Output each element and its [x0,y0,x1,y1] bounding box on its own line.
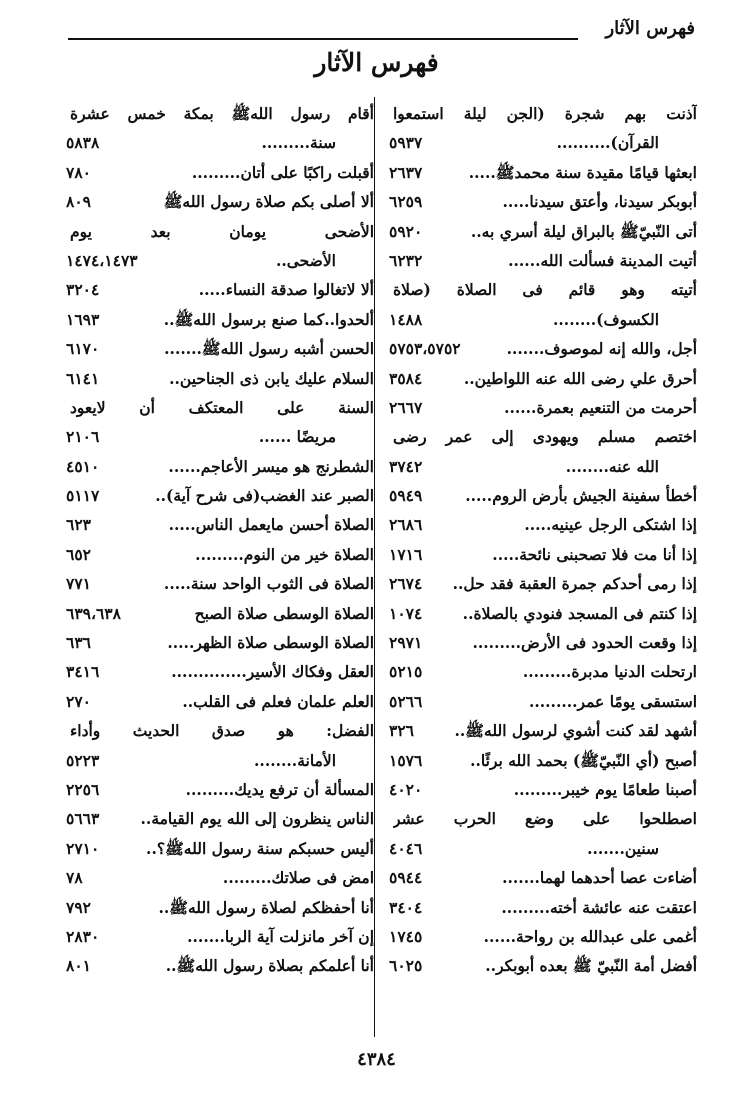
entry-reference-number: ٣٢٠٤ [66,280,100,300]
index-entry-line [66,599,374,628]
index-entry-line [66,804,374,833]
index-entry-line [389,951,697,980]
index-entry-line [66,951,374,980]
entry-text: الفضل: هو صدق الحديث وأداء [70,721,374,741]
entry-text: إذا اشتكى الرجل عينيه..... [524,515,697,535]
index-entry-line [66,305,374,334]
entry-reference-number: ٢١٠٦ [66,427,100,447]
entry-reference-number: ٥٦٦٣ [66,809,100,829]
index-entry-line [389,275,697,304]
index-entry-line [389,775,697,804]
entry-text: الصبر عند الغضب(فى شرح آية).. [155,486,374,506]
index-entry-line [389,217,697,246]
entry-reference-number: ٤٥١٠ [66,456,100,476]
index-entry-line [389,187,697,216]
index-entry-line [389,510,697,539]
entry-reference-number: ٨٠١ [66,956,91,976]
running-head: فهرس الآثار [605,18,695,39]
entry-reference-number: ٥٢٢٣ [66,750,100,770]
entry-text: العقل وفكاك الأسير.............. [171,662,374,682]
index-entry-line [66,834,374,863]
entry-text: استسقى يومًا عمر......... [528,691,697,711]
entry-reference-number: ٦٢٣٢ [389,250,423,270]
entry-text: مريضًا ...... [258,427,336,447]
index-entry-line [389,422,697,451]
entry-text: ألا أصلى بكم صلاة رسول اللهﷺ [163,192,374,212]
entry-text: الصلاة الوسطى صلاة الصبح [194,603,374,623]
entry-reference-number: ٦٢٥٩ [389,192,423,212]
entry-reference-number: ٥٩٤٩ [389,486,423,506]
entry-text: العلم علمان فعلم فى القلب.. [182,691,374,711]
index-entry-line [389,128,697,157]
index-entry-line [66,922,374,951]
entry-text: أجل، والله إنه لموصوف....... [506,339,697,359]
index-entry-line [389,334,697,363]
index-entry-line [66,393,374,422]
index-entry-line [389,687,697,716]
entry-reference-number [66,217,70,246]
entry-text: أتيت المدينة فسألت الله...... [508,250,697,270]
index-entry-line [389,364,697,393]
entry-reference-number: ٨٠٩ [66,192,91,212]
page-number: ٤٣٨٤ [357,1049,396,1070]
entry-text: الصلاة الوسطى صلاة الظهر..... [167,633,374,653]
entry-reference-number [389,422,393,451]
index-entry-line [389,393,697,422]
entry-text: أحرق علي رضى الله عنه اللواطين.. [463,368,697,388]
entry-reference-number: ٧٨٠ [66,162,91,182]
entry-text: الأضحى يومان بعد يوم [70,221,374,241]
index-entry-line [389,893,697,922]
entry-reference-number: ٧٧١ [66,574,91,594]
index-entry-line [66,364,374,393]
entry-text: إذا وقعت الحدود فى الأرض......... [472,633,697,653]
entry-text: أبوبكر سيدنا، وأعتق سيدنا..... [502,192,697,212]
entry-text: أنا أحفظكم لصلاة رسول اللهﷺ.. [158,897,374,917]
index-entry-line [389,305,697,334]
entry-text: أصبنا طعامًا يوم خيبر......... [513,779,697,799]
entry-reference-number: ٣٥٨٤ [389,368,423,388]
entry-reference-number: ٦٣٩،٦٣٨ [66,603,121,623]
entry-text: أقبلت راكبًا على أتان......... [191,162,374,182]
index-entry-line [389,628,697,657]
entry-reference-number: ٥٧٥٣،٥٧٥٢ [389,339,461,359]
index-entry-line [66,716,374,745]
entry-text: امض فى صلاتك......... [222,868,374,888]
entry-reference-number: ٦٣٦ [66,633,91,653]
index-entry-line [389,540,697,569]
entry-text: أنا أعلمكم بصلاة رسول اللهﷺ.. [165,956,374,976]
entry-reference-number: ٦٥٢ [66,544,91,564]
entry-reference-number: ٧٩٢ [66,897,91,917]
entry-text: الصلاة فى الثوب الواحد سنة..... [163,574,374,594]
index-entry-line [66,187,374,216]
entry-reference-number: ٥٩٢٠ [389,221,423,241]
index-entry-line [389,863,697,892]
index-entry-line [66,99,374,128]
entry-text: أتيته وهو قائم فى الصلاة (صلاة [393,280,697,300]
column-divider [374,97,375,1037]
index-entry-line [66,275,374,304]
index-entry-line [389,804,697,833]
entry-text: آذنت بهم شجرة (الجن ليلة استمعوا [393,104,697,123]
index-entry-line [66,128,374,157]
entry-text: أليس حسبكم سنة رسول اللهﷺ؟.. [146,838,374,858]
entry-reference-number: ٣٧٤٢ [389,456,423,476]
right-column [389,99,697,981]
index-entry-line [389,569,697,598]
entry-reference-number: ٦٢٣ [66,515,91,535]
entry-text: إذا كنتم فى المسجد فنودي بالصلاة.. [462,603,697,623]
entry-reference-number [66,99,70,128]
index-entry-line [66,746,374,775]
index-entry-line [389,481,697,510]
entry-text: ألحدوا..كما صنع برسول اللهﷺ.. [163,309,374,329]
entry-text: إن آخر مانزلت آية الربا....... [187,926,374,946]
entry-reference-number: ٤٠٤٦ [389,838,423,858]
entry-text: أفضل أمة النّبيّ ﷺ بعده أبوبكر.. [485,956,697,976]
entry-reference-number: ٢٩٧١ [389,633,423,653]
entry-text: السنة على المعتكف أن لايعود [70,397,374,417]
entry-reference-number: ٥٩٤٤ [389,868,423,888]
entry-text: أضاءت عصا أحدهما لهما....... [502,868,697,888]
index-entry-line [66,540,374,569]
entry-text: أتى النّبيّﷺ بالبراق ليلة أسري به.. [470,221,697,241]
entry-reference-number: ١٤٧٤،١٤٧٣ [66,250,138,270]
entry-text: الصلاة أحسن مايعمل الناس..... [168,515,374,535]
entry-reference-number: ٦١٤١ [66,368,100,388]
index-entry-line [66,510,374,539]
index-entry-line [66,687,374,716]
entry-text: سنين....... [587,838,659,858]
left-column [66,99,374,981]
index-entry-line [389,452,697,481]
index-entry-line [389,716,697,745]
index-entry-line [66,452,374,481]
entry-reference-number [66,716,70,745]
entry-reference-number [389,99,393,128]
entry-text: المسألة أن ترفع يديك......... [185,779,374,799]
index-entry-line [66,158,374,187]
entry-reference-number: ٢٧١٠ [66,838,100,858]
entry-text: إذا أنا مت فلا تصحبنى نائحة..... [492,544,697,564]
index-entry-line [66,569,374,598]
entry-reference-number: ٥٢١٥ [389,662,423,682]
entry-text: أشهد لقد كنت أشوي لرسول اللهﷺ.. [454,721,697,741]
index-entry-line [66,775,374,804]
entry-reference-number: ٢٦٨٦ [389,515,423,535]
entry-reference-number: ٥٨٣٨ [66,133,100,153]
entry-reference-number: ٣٢٦ [389,721,414,741]
entry-reference-number [389,275,393,304]
index-entry-line [66,893,374,922]
entry-reference-number: ٣٤٠٤ [389,897,423,917]
entry-reference-number: ١٤٨٨ [389,309,423,329]
index-entry-line [389,99,697,128]
entry-text: الشطرنج هو ميسر الأعاجم...... [168,456,374,476]
entry-text: ابعثها قيامًا مقيدة سنة محمدﷺ..... [468,162,697,182]
header-rule [68,38,578,40]
entry-text: الكسوف)........ [553,309,659,329]
entry-text: سنة......... [261,133,336,153]
entry-reference-number [66,393,70,422]
entry-reference-number: ٢٢٥٦ [66,779,100,799]
entry-text: اختصم مسلم ويهودى إلى عمر رضى [393,427,697,447]
entry-reference-number: ٢٦٧٤ [389,574,423,594]
index-entry-line [66,334,374,363]
entry-reference-number: ١٠٧٤ [389,603,423,623]
entry-text: أصبح (أي النّبيّﷺ) بحمد الله برئًا.. [470,750,697,770]
entry-text: الأضحى.. [275,250,336,270]
entry-text: القرآن).......... [556,133,659,153]
index-entry-line [389,158,697,187]
index-entry-line [66,422,374,451]
index-entry-line [66,657,374,686]
entry-reference-number: ١٧١٦ [389,544,423,564]
index-entry-line [389,599,697,628]
entry-reference-number: ٧٨ [66,868,83,888]
entry-reference-number: ٥١١٧ [66,486,100,506]
entry-reference-number: ٢٦٦٧ [389,397,423,417]
entry-text: الحسن أشبه رسول اللهﷺ....... [164,339,374,359]
index-entry-line [389,246,697,275]
index-entry-line [66,246,374,275]
entry-text: أخطأ سفينة الجيش بأرض الروم..... [465,486,697,506]
index-entry-line [66,481,374,510]
index-entry-line [66,217,374,246]
entry-text: الله عنه........ [565,456,659,476]
entry-text: ألا لاتغالوا صدقة النساء..... [198,280,374,300]
entry-reference-number: ٤٠٢٠ [389,779,423,799]
index-entry-line [66,863,374,892]
entry-reference-number: ٦٠٢٥ [389,956,423,976]
entry-reference-number [389,804,393,833]
entry-reference-number: ٢٨٣٠ [66,926,100,946]
entry-reference-number: ٢٧٠ [66,691,91,711]
entry-text: اصطلحوا على وضع الحرب عشر [393,809,697,829]
entry-reference-number: ١٥٧٦ [389,750,423,770]
entry-text: الصلاة خير من النوم......... [195,544,374,564]
entry-text: الناس ينظرون إلى الله يوم القيامة.. [140,809,374,829]
entry-reference-number: ١٦٩٣ [66,309,100,329]
entry-reference-number: ٦١٧٠ [66,339,100,359]
entry-reference-number: ١٧٤٥ [389,926,423,946]
entry-reference-number: ٣٤١٦ [66,662,100,682]
entry-reference-number: ٢٦٣٧ [389,162,423,182]
index-entry-line [389,834,697,863]
entry-text: أحرمت من التنعيم بعمرة...... [504,397,697,417]
entry-reference-number: ٥٢٦٦ [389,691,423,711]
entry-text: السلام عليك يابن ذى الجناحين.. [169,368,374,388]
index-entry-line [389,922,697,951]
index-entry-line [389,746,697,775]
entry-text: أقام رسول اللهﷺ بمكة خمس عشرة [70,104,374,123]
entry-text: أغمى على عبدالله بن رواحة...... [483,926,697,946]
entry-reference-number: ٥٩٣٧ [389,133,423,153]
index-entry-line [66,628,374,657]
entry-text: إذا رمى أحدكم جمرة العقبة فقد حل.. [452,574,697,594]
entry-text: اعتقت عنه عائشة أخته......... [501,897,697,917]
entry-text: الأمانة........ [254,750,336,770]
page-title: فهرس الآثار [314,48,439,77]
entry-text: ارتحلت الدنيا مدبرة......... [522,662,697,682]
index-entry-line [389,657,697,686]
